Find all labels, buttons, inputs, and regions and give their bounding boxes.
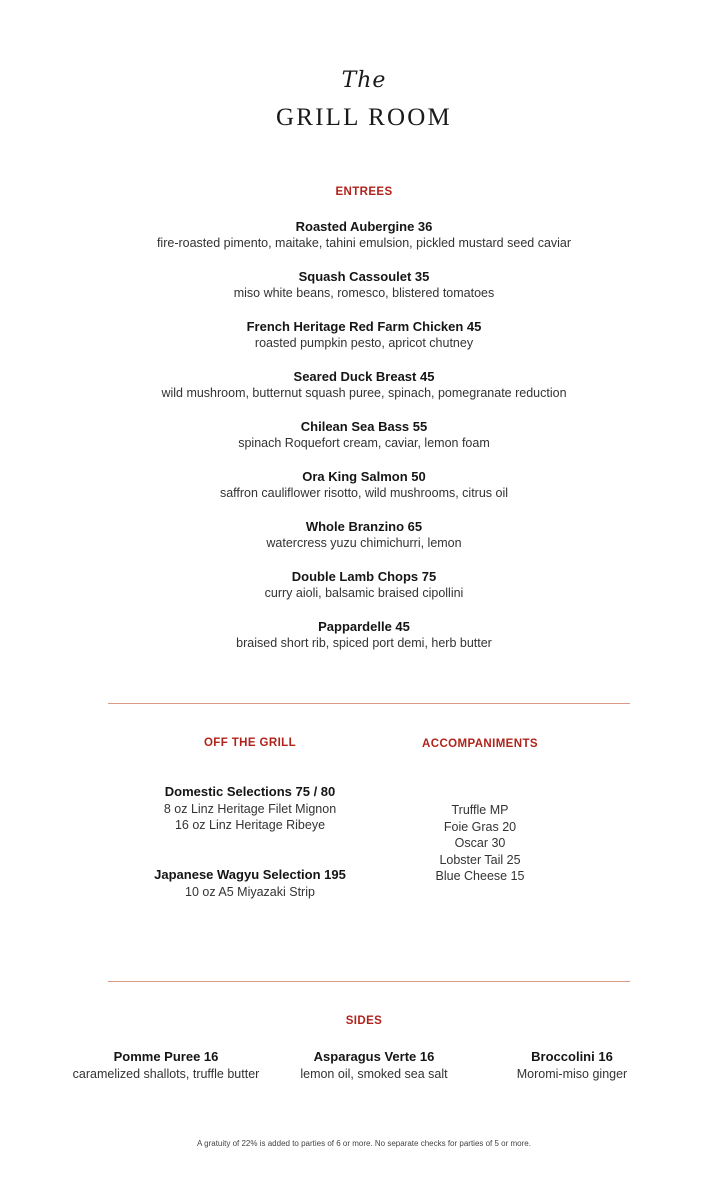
section-title-entrees: ENTREES (335, 186, 393, 198)
dish-name: Seared Duck Breast 45 (293, 369, 435, 384)
section-title-sides: SIDES (345, 1015, 383, 1027)
side-item (46, 1049, 286, 1082)
logo-the: The (341, 68, 387, 93)
accompaniment-item: Blue Cheese 15 (435, 869, 525, 883)
menu-item (0, 618, 728, 651)
dish-name: Chilean Sea Bass 55 (300, 419, 428, 434)
grill-selection-wagyu (100, 867, 400, 900)
menu-item (0, 418, 728, 451)
dish-name: Pappardelle 45 (318, 619, 410, 634)
menu-item (0, 318, 728, 351)
menu-item (0, 468, 728, 501)
dish-name: Roasted Aubergine 36 (295, 219, 433, 234)
accompaniment-item: Oscar 30 (454, 836, 506, 850)
accompaniment-item: Truffle MP (451, 803, 509, 817)
side-name: Pomme Puree 16 (113, 1049, 219, 1064)
dish-description: spinach Roquefort cream, caviar, lemon foam (238, 436, 490, 450)
accompaniment-item: Lobster Tail 25 (439, 852, 521, 867)
menu-item (0, 368, 728, 401)
side-description: caramelized shallots, truffle butter (72, 1066, 260, 1081)
dish-name: Double Lamb Chops 75 (291, 569, 437, 584)
selection-name: Domestic Selections 75 / 80 (164, 784, 336, 799)
dish-name: Ora King Salmon 50 (302, 469, 426, 484)
menu-item (0, 218, 728, 251)
divider (108, 981, 630, 982)
dish-description: braised short rib, spiced port demi, herb butter (236, 636, 492, 650)
menu-item (0, 518, 728, 551)
side-item (452, 1049, 692, 1082)
side-description: lemon oil, smoked sea salt (300, 1066, 448, 1081)
side-description: Moromi-miso ginger (516, 1066, 628, 1081)
side-name: Asparagus Verte 16 (313, 1049, 435, 1064)
dish-name: French Heritage Red Farm Chicken 45 (246, 319, 482, 334)
divider (108, 703, 630, 704)
dish-description: wild mushroom, butternut squash puree, spinach, pomegranate reduction (161, 386, 567, 400)
dish-name: Whole Branzino 65 (305, 519, 423, 534)
selection-line: 16 oz Linz Heritage Ribeye (174, 818, 326, 832)
selection-line: 10 oz A5 Miyazaki Strip (185, 884, 315, 899)
logo-grill-room: GRILL ROOM (276, 104, 452, 131)
menu-item (0, 268, 728, 301)
menu-item (0, 568, 728, 601)
accompaniment-item: Foie Gras 20 (443, 819, 517, 834)
dish-description: watercress yuzu chimichurri, lemon (266, 536, 462, 550)
dish-description: roasted pumpkin pesto, apricot chutney (254, 336, 474, 350)
section-title-accompaniments: ACCOMPANIMENTS (422, 738, 538, 750)
selection-line: 8 oz Linz Heritage Filet Mignon (163, 801, 337, 816)
side-name: Broccolini 16 (531, 1049, 613, 1064)
dish-name: Squash Cassoulet 35 (298, 269, 430, 284)
grill-selection-domestic (100, 784, 400, 834)
selection-name: Japanese Wagyu Selection 195 (154, 867, 346, 882)
accompaniments-list (380, 802, 580, 885)
gratuity-note: A gratuity of 22% is added to parties of 6 or more. No separate checks for parties of 5 or more. (197, 1139, 531, 1148)
dish-description: curry aioli, balsamic braised cipollini (264, 586, 464, 600)
section-title-off-the-grill: OFF THE GRILL (203, 737, 297, 749)
dish-description: miso white beans, romesco, blistered tomatoes (233, 286, 495, 300)
dish-description: fire-roasted pimento, maitake, tahini emulsion, pickled mustard seed caviar (156, 236, 572, 250)
dish-description: saffron cauliflower risotto, wild mushrooms, citrus oil (219, 486, 509, 500)
